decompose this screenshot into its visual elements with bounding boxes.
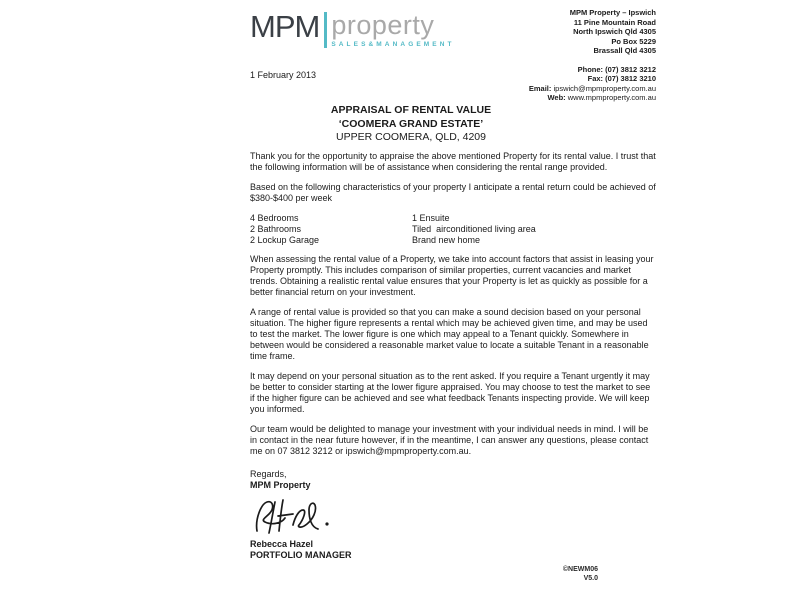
logo-property-text: property: [331, 10, 435, 40]
paragraph-closing: Our team would be delighted to manage your investment with your individual needs in mind. I will be in contact in the near future however, if in the meantime, I can answer any questions, please contact me on 07 3812 3212 or ipswich@mpmproperty.com.au.: [250, 424, 649, 456]
logo-tagline: SALES&MANAGEMENT: [331, 41, 455, 48]
feature-item: Tiled airconditioned living area: [412, 224, 536, 234]
contact-phone: Phone: (07) 3812 3212: [577, 64, 656, 74]
signer-role: PORTFOLIO MANAGER: [250, 550, 352, 560]
title-line-2: ‘COOMERA GRAND ESTATE’: [338, 117, 484, 130]
title-line-1: APPRAISAL OF RENTAL VALUE: [330, 104, 492, 116]
contact-address-line: Po Box 5229: [611, 36, 656, 46]
letter-body: [250, 151, 657, 561]
contact-address-line: North Ipswich Qld 4305: [573, 27, 656, 36]
contact-email: Email: ipswich@mpmproperty.com.au: [528, 83, 656, 93]
mpm-property-logo: [250, 9, 455, 103]
document-code-line: ©NEWM06: [562, 566, 598, 573]
letter-date: 1 February 2013: [250, 70, 317, 80]
contact-fax: Fax: (07) 3812 3210: [587, 74, 656, 83]
title-line-3: UPPER COOMERA, QLD, 4209: [336, 131, 486, 143]
signature-scribble: [252, 495, 332, 539]
feature-item: 4 Bedrooms: [250, 213, 299, 223]
signer-name: Rebecca Hazel: [250, 539, 314, 549]
feature-item: 1 Ensuite: [412, 213, 450, 223]
signoff-company: MPM Property: [250, 480, 311, 490]
contact-block: [529, 8, 656, 103]
logo-divider-bar: [324, 12, 327, 48]
feature-item: Brand new home: [412, 235, 481, 245]
paragraph-assessment: When assessing the rental value of a Property, we take into account factors that assist in leasing your Property promptly. This includes comparison of similar properties, current vacancies and market trends. Obtaining a realistic rental value ensures that your Property is let as quickly as possible for a better financial return on your investment.: [250, 254, 654, 297]
contact-company: MPM Property – Ipswich: [569, 8, 656, 17]
letter-header: [250, 8, 656, 103]
contact-address-line: 11 Pine Mountain Road: [573, 17, 656, 27]
signoff-block: [250, 469, 657, 561]
document-code: [563, 566, 598, 583]
property-features: [250, 213, 657, 246]
paragraph-intro: Thank you for the opportunity to appraise the above mentioned Property for its rental value. I trust that the following information will be of assistance when considering the rental range provided.: [250, 151, 656, 172]
logo-mpm-text: MPM: [250, 9, 320, 44]
signoff-regards: Regards,: [250, 469, 287, 479]
contact-address-line: Brassall Qld 4305: [593, 46, 656, 55]
paragraph-personal-situation: It may depend on your personal situation as to the rent asked. If you require a Tenant urgently it may be better to consider starting at the lower figure appraised. You may choose to test the market to see if the higher figure can be achieved and see what feedback Tenants inspecting provide. We will keep you informed.: [250, 371, 651, 414]
contact-web: Web: www.mpmproperty.com.au: [547, 93, 656, 102]
letter-title: [250, 104, 572, 145]
paragraph-range-explanation: A range of rental value is provided so that you can make a sound decision based on your personal situation. The higher figure represents a rental which may be achieved given time, and may be used to test the market. The lower figure is one which may appeal to a Tenant quickly. Somewhere in between would be considered a reasonable market value to locate a suitable Tenant in a reasonable time frame.: [250, 307, 649, 361]
feature-item: 2 Lockup Garage: [250, 235, 320, 245]
paragraph-rental-range: Based on the following characteristics of your property I anticipate a rental return could be achieved of $380-$400 per week: [250, 182, 656, 203]
feature-item: 2 Bathrooms: [250, 224, 302, 234]
document-version: V5.0: [583, 574, 598, 582]
